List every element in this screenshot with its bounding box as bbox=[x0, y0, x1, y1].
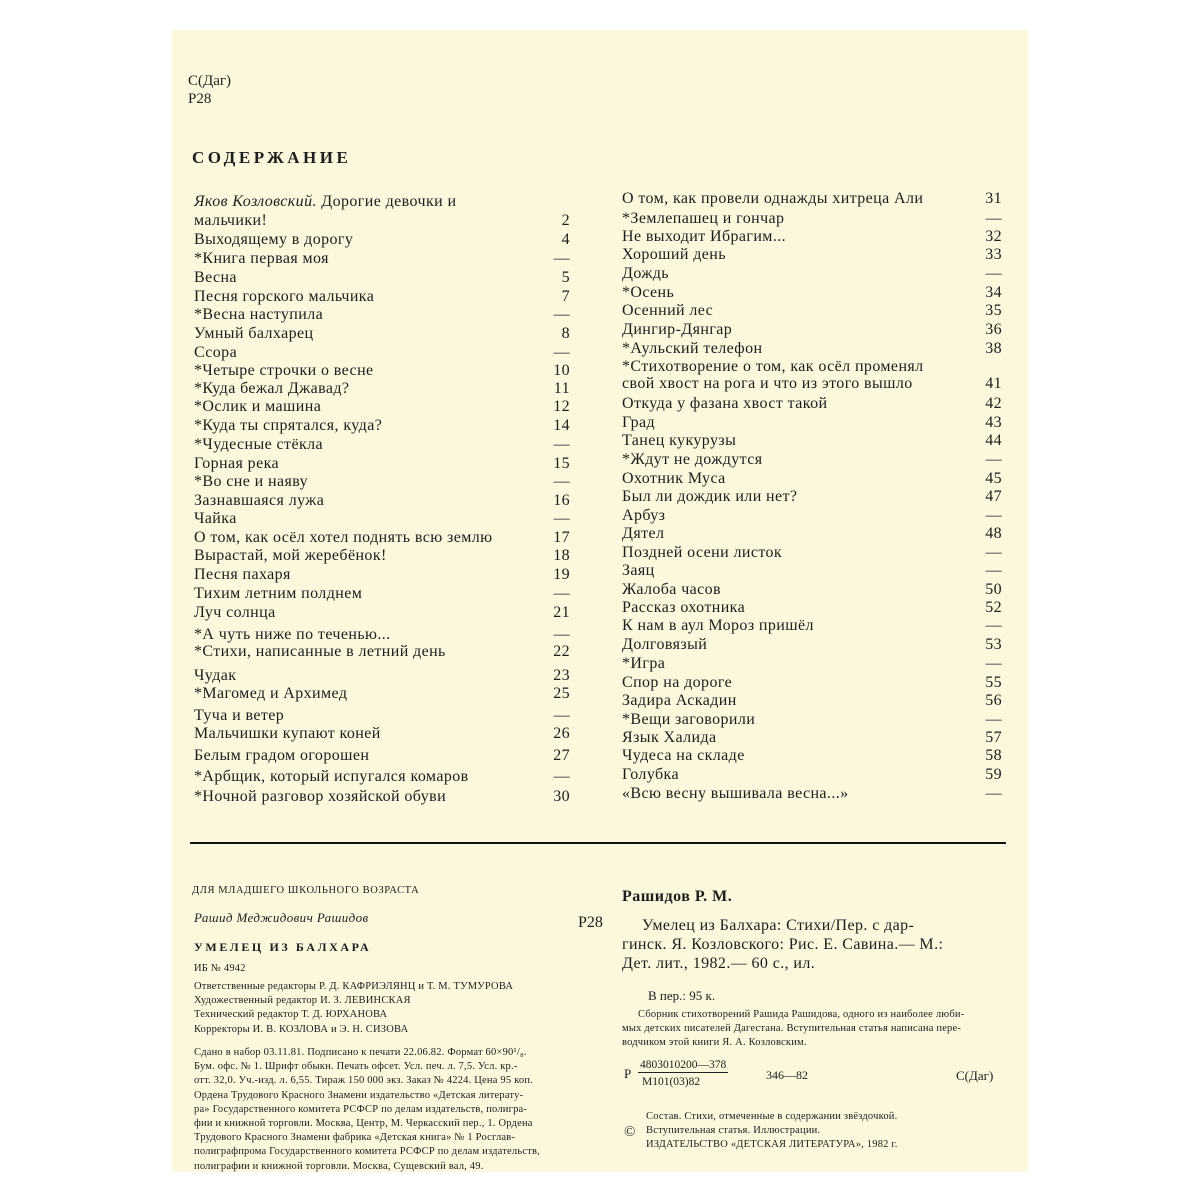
toc-entry bbox=[622, 636, 1002, 654]
print-line: ра» Государственного комитета РСФСР по делам издательств, полигра- bbox=[194, 1103, 528, 1115]
print-line: фии и книжной торговли. Москва, Центр, М. Черкасский пер., 1. Ордена bbox=[194, 1118, 533, 1130]
toc-entry-page: 43 bbox=[985, 414, 1002, 431]
bib-author: Рашидов Р. М. bbox=[622, 888, 733, 905]
toc-entry-title: *Стихотворение о том, как осёл променял bbox=[622, 358, 924, 375]
print-line: полиграфии и книжной торговли. Москва, Сущевский вал, 49. bbox=[194, 1160, 484, 1172]
toc-entry-title: Хороший день bbox=[622, 246, 726, 263]
toc-entry bbox=[622, 321, 1002, 339]
toc-entry-page: 27 bbox=[553, 747, 570, 764]
toc-entry bbox=[622, 581, 1002, 599]
toc-entry bbox=[622, 544, 1002, 562]
print-info bbox=[194, 1046, 540, 1174]
bib-line: Дет. лит., 1982.— 60 с., ил. bbox=[622, 955, 816, 972]
toc-entry bbox=[194, 529, 570, 547]
toc-entry-page: — bbox=[985, 507, 1002, 524]
age-group: ДЛЯ МЛАДШЕГО ШКОЛЬНОГО ВОЗРАСТА bbox=[192, 885, 420, 896]
code-fraction bbox=[638, 1058, 728, 1089]
toc-entry bbox=[622, 711, 1002, 729]
toc-entry-title: Град bbox=[622, 414, 656, 431]
toc-entry-title: *Землепашец и гончар bbox=[622, 210, 785, 227]
toc-entry bbox=[194, 747, 570, 765]
toc-entry-title: *Чудесные стёкла bbox=[194, 436, 324, 453]
toc-entry bbox=[622, 451, 1002, 469]
toc-entry-page: — bbox=[553, 510, 570, 527]
toc-entry-page: 57 bbox=[985, 729, 1002, 746]
toc-entry-page: — bbox=[553, 768, 570, 785]
toc-entry-title: *Осень bbox=[622, 284, 675, 301]
toc-entry-page: 45 bbox=[985, 470, 1002, 487]
toc-entry-title: *Куда ты спрятался, куда? bbox=[194, 417, 383, 434]
toc-entry-title: *Стихи, написанные в летний день bbox=[194, 643, 446, 660]
toc-entry-title: Заяц bbox=[622, 562, 655, 579]
bib-description bbox=[642, 916, 914, 935]
print-line: Бум. офс. № 1. Шрифт обыкн. Печать офсет. Усл. печ. л. 7,5. Усл. кр.- bbox=[194, 1061, 518, 1073]
toc-entry bbox=[194, 193, 456, 211]
copyright-icon: © bbox=[624, 1124, 636, 1140]
toc-entry-page: 48 bbox=[985, 525, 1002, 542]
editors bbox=[194, 980, 513, 1037]
toc-entry-page: 42 bbox=[985, 395, 1002, 412]
bib-line: гинск. Я. Козловского: Рис. Е. Савина.— М.: bbox=[622, 936, 944, 953]
toc-entry bbox=[194, 380, 570, 398]
toc-entry bbox=[622, 525, 1002, 543]
toc-entry-page: 23 bbox=[553, 667, 570, 684]
toc-entry-title: Чудеса на складе bbox=[622, 747, 745, 764]
toc-entry bbox=[194, 685, 570, 703]
toc-entry-title: *Весна наступила bbox=[194, 306, 324, 323]
contents-title: СОДЕРЖАНИЕ bbox=[192, 148, 352, 167]
toc-entry-page: 47 bbox=[985, 488, 1002, 505]
toc-entry-title: *Книга первая моя bbox=[194, 250, 329, 267]
divider bbox=[190, 842, 1006, 844]
toc-entry-title: *Магомед и Архимед bbox=[194, 685, 348, 702]
toc-entry bbox=[194, 547, 570, 565]
toc-entry-page: 7 bbox=[561, 288, 570, 305]
toc-entry bbox=[194, 626, 570, 644]
toc-entry-page: 41 bbox=[985, 375, 1002, 392]
toc-entry-page: 50 bbox=[985, 581, 1002, 598]
bib-description-cont bbox=[622, 935, 943, 973]
toc-entry-title: Чудак bbox=[194, 667, 237, 684]
toc-entry-page: — bbox=[553, 707, 570, 724]
toc-entry-title: *Ослик и машина bbox=[194, 398, 322, 415]
toc-entry bbox=[194, 725, 570, 743]
toc-entry-title: Весна bbox=[194, 269, 237, 286]
toc-entry bbox=[622, 674, 1002, 692]
toc-entry-page: — bbox=[553, 626, 570, 643]
code-suffix: 346—82 bbox=[766, 1068, 808, 1082]
toc-entry bbox=[194, 398, 570, 416]
editor-line: Художественный редактор И. З. ЛЕВИНСКАЯ bbox=[194, 995, 411, 1007]
toc-entry bbox=[194, 306, 570, 324]
toc-entry bbox=[622, 562, 1002, 580]
toc-entry-title: *Во сне и наяву bbox=[194, 473, 309, 490]
toc-entry-page: 2 bbox=[561, 212, 570, 229]
toc-entry-title: *Вещи заговорили bbox=[622, 711, 756, 728]
toc-entry bbox=[622, 617, 1002, 635]
toc-entry bbox=[194, 288, 570, 306]
toc-entry-page: 11 bbox=[553, 380, 570, 397]
toc-entry bbox=[622, 395, 1002, 413]
toc-entry bbox=[194, 585, 570, 603]
code-denominator: М101(03)82 bbox=[642, 1076, 701, 1088]
toc-entry bbox=[622, 470, 1002, 488]
toc-entry-title: Вырастай, мой жеребёнок! bbox=[194, 547, 387, 564]
toc-entry-title: К нам в аул Мороз пришёл bbox=[622, 617, 814, 634]
toc-entry-title: Песня горского мальчика bbox=[194, 288, 375, 305]
toc-entry-title: Откуда у фазана хвост такой bbox=[622, 395, 828, 412]
toc-entry-title: *А чуть ниже по теченью... bbox=[194, 626, 391, 643]
toc-entry-page: — bbox=[553, 306, 570, 323]
toc-entry bbox=[194, 707, 570, 725]
toc-entry-page: — bbox=[985, 655, 1002, 672]
toc-entry-title: свой хвост на рога и что из этого вышло bbox=[622, 375, 913, 392]
toc-entry-title: мальчики! bbox=[194, 212, 268, 229]
toc-entry-title: Арбуз bbox=[622, 507, 666, 524]
toc-entry-title: Белым градом огорошен bbox=[194, 747, 370, 764]
toc-entry bbox=[622, 432, 1002, 450]
toc-entry bbox=[194, 492, 570, 510]
toc-entry-title: Голубка bbox=[622, 766, 679, 783]
toc-entry-page: 17 bbox=[553, 529, 570, 546]
toc-entry-page: — bbox=[985, 451, 1002, 468]
toc-entry-author: Яков Козловский. bbox=[194, 193, 317, 210]
toc-entry bbox=[622, 228, 1002, 246]
toc-entry-page: 58 bbox=[985, 747, 1002, 764]
code-numerator: 4803010200—378 bbox=[640, 1059, 727, 1071]
note-line: Состав. Стихи, отмеченные в содержании звёздочкой. bbox=[646, 1111, 898, 1122]
toc-entry-title: Выходящему в дорогу bbox=[194, 231, 354, 248]
toc-entry-title: «Всю весну вышивала весна...» bbox=[622, 785, 849, 802]
toc-entry-title: Жалоба часов bbox=[622, 581, 722, 598]
toc-entry bbox=[622, 488, 1002, 506]
toc-entry-title: *Аульский телефон bbox=[622, 340, 763, 357]
toc-entry-page: — bbox=[553, 344, 570, 361]
toc-entry bbox=[194, 667, 570, 685]
toc-entry-page: — bbox=[985, 562, 1002, 579]
editor-line: Технический редактор Т. Д. ЮРХАНОВА bbox=[194, 1009, 388, 1021]
contents-notes bbox=[646, 1110, 898, 1153]
toc-entry-title: Спор на дороге bbox=[622, 674, 733, 691]
toc-entry-title: Туча и ветер bbox=[194, 707, 285, 724]
toc-entry bbox=[194, 325, 570, 343]
toc-entry-title: *Арбщик, который испугался комаров bbox=[194, 768, 469, 785]
toc-entry bbox=[622, 766, 1002, 784]
print-line: Сдано в набор 03.11.81. Подписано к печати 22.06.82. Формат 60×90¹/₈. bbox=[194, 1047, 527, 1058]
toc-entry-title: Зазнавшаяся лужа bbox=[194, 492, 325, 509]
print-line: полиграфпрома Государственного комитета РСФСР по делам издательств, bbox=[194, 1146, 540, 1158]
toc-entry-page: 15 bbox=[553, 455, 570, 472]
toc-entry bbox=[622, 599, 1002, 617]
toc-entry-title: Поздней осени листок bbox=[622, 544, 783, 561]
toc-entry-title: *Игра bbox=[622, 655, 666, 672]
toc-entry-page: 52 bbox=[985, 599, 1002, 616]
toc-entry-page: 55 bbox=[985, 674, 1002, 691]
toc-entry-title: Танец кукурузы bbox=[622, 432, 737, 449]
book-code: Р28 bbox=[188, 91, 212, 107]
toc-entry-title: Умный балхарец bbox=[194, 325, 314, 342]
toc-entry bbox=[622, 655, 1002, 673]
toc-entry bbox=[622, 507, 1002, 525]
toc-entry-page: 30 bbox=[553, 788, 570, 805]
toc-entry-page: — bbox=[553, 585, 570, 602]
toc-entry-title: Дятел bbox=[622, 525, 665, 542]
toc-entry-page: 12 bbox=[553, 398, 570, 415]
toc-entry bbox=[622, 692, 1002, 710]
toc-entry-page: 31 bbox=[985, 190, 1002, 207]
toc-entry bbox=[622, 265, 1002, 283]
toc-entry bbox=[194, 566, 570, 584]
print-line: Трудового Красного Знамени фабрика «Детская книга» № 1 Росглав- bbox=[194, 1132, 516, 1144]
note-line: ИЗДАТЕЛЬСТВО «ДЕТСКАЯ ЛИТЕРАТУРА», 1982 г. bbox=[646, 1139, 898, 1151]
toc-entry-page: 25 bbox=[553, 685, 570, 702]
toc-entry bbox=[622, 302, 1002, 320]
annotation-line: Сборник стихотворений Рашида Рашидова, одного из наиболее люби- bbox=[638, 1009, 965, 1020]
toc-entry bbox=[622, 284, 1002, 302]
toc-entry-page: 16 bbox=[553, 492, 570, 509]
toc-entry-title: *Четыре строчки о весне bbox=[194, 362, 374, 379]
toc-entry-page: 26 bbox=[553, 725, 570, 742]
toc-entry-page: 8 bbox=[561, 325, 570, 342]
toc-entry-page: — bbox=[553, 436, 570, 453]
toc-entry-page: 59 bbox=[985, 766, 1002, 783]
toc-entry-title: Песня пахаря bbox=[194, 566, 291, 583]
toc-entry-page: — bbox=[985, 210, 1002, 227]
toc-entry bbox=[622, 414, 1002, 432]
toc-entry bbox=[194, 362, 570, 380]
toc-entry-title: Ссора bbox=[194, 344, 238, 361]
toc-entry bbox=[194, 788, 570, 806]
toc-entry bbox=[194, 212, 570, 230]
toc-entry bbox=[194, 455, 570, 473]
toc-entry-title: Луч солнца bbox=[194, 604, 276, 621]
toc-entry bbox=[194, 250, 570, 268]
bib-line: Умелец из Балхара: Стихи/Пер. с дар- bbox=[642, 917, 915, 934]
toc-entry-title: Осенний лес bbox=[622, 302, 714, 319]
print-line: отт. 32,0. Уч.-изд. л. 6,55. Тираж 150 000 экз. Заказ № 4224. Цена 95 коп. bbox=[194, 1075, 533, 1087]
toc-entry-title: Дождь bbox=[622, 265, 670, 282]
toc-entry bbox=[194, 604, 570, 622]
toc-entry bbox=[194, 231, 570, 249]
toc-entry bbox=[622, 190, 1002, 208]
toc-entry-page: — bbox=[985, 544, 1002, 561]
toc-entry-page: 22 bbox=[553, 643, 570, 660]
toc-entry-title: Язык Халида bbox=[622, 729, 717, 746]
toc-entry-title: Рассказ охотника bbox=[622, 599, 746, 616]
toc-entry-title: Был ли дождик или нет? bbox=[622, 488, 798, 505]
toc-entry-page: 44 bbox=[985, 432, 1002, 449]
classification-code: С(Даг) bbox=[188, 73, 232, 89]
toc-entry-title: Дорогие девочки и bbox=[316, 193, 457, 210]
code-prefix: Р bbox=[624, 1066, 632, 1081]
toc-entry-title: *Куда бежал Джавад? bbox=[194, 380, 350, 397]
toc-entry-page: — bbox=[985, 617, 1002, 634]
toc-entry-title: Дингир-Дянгар bbox=[622, 321, 733, 338]
toc-entry-page: 53 bbox=[985, 636, 1002, 653]
toc-entry-page: 10 bbox=[553, 362, 570, 379]
toc-entry-page: 4 bbox=[561, 231, 570, 248]
author-full-name: Рашид Меджидович Рашидов bbox=[194, 910, 369, 925]
toc-entry bbox=[622, 340, 1002, 358]
toc-entry-title: Охотник Муса bbox=[622, 470, 726, 487]
toc-entry bbox=[622, 246, 1002, 264]
toc-entry bbox=[622, 729, 1002, 747]
ib-number: ИБ № 4942 bbox=[194, 963, 246, 974]
toc-entry-title: Чайка bbox=[194, 510, 237, 527]
toc-entry bbox=[194, 344, 570, 362]
toc-entry bbox=[622, 358, 924, 376]
toc-entry-title: Не выходит Ибрагим... bbox=[622, 228, 787, 245]
toc-entry-title: *Ночной разговор хозяйской обуви bbox=[194, 788, 447, 805]
code-right: С(Даг) bbox=[956, 1068, 994, 1083]
toc-entry-page: — bbox=[553, 250, 570, 267]
toc-entry-page: — bbox=[985, 711, 1002, 728]
toc-entry bbox=[622, 375, 1002, 393]
toc-entry-title: О том, как провели однажды хитреца Али bbox=[622, 190, 924, 207]
toc-entry-page: 34 bbox=[985, 284, 1002, 301]
toc-entry-page: 38 bbox=[985, 340, 1002, 357]
toc-entry bbox=[622, 747, 1002, 765]
toc-entry-page: 5 bbox=[561, 269, 570, 286]
toc-entry bbox=[194, 643, 570, 661]
toc-entry bbox=[194, 417, 570, 435]
toc-entry-title: Горная река bbox=[194, 455, 280, 472]
toc-entry-title: Долговязый bbox=[622, 636, 708, 653]
annotation-line: мых детских писателей Дагестана. Вступительная статья написана пере- bbox=[622, 1023, 962, 1035]
toc-entry bbox=[194, 510, 570, 528]
toc-entry-page: — bbox=[985, 265, 1002, 282]
toc-entry-title: Задира Аскадин bbox=[622, 692, 737, 709]
annotation bbox=[622, 1008, 964, 1051]
toc-entry bbox=[194, 473, 570, 491]
toc-entry-page: — bbox=[985, 785, 1002, 802]
toc-entry-title: Тихим летним полднем bbox=[194, 585, 363, 602]
toc-entry-page: 18 bbox=[553, 547, 570, 564]
toc-entry-page: 14 bbox=[553, 417, 570, 434]
toc-entry bbox=[622, 210, 1002, 228]
toc-entry-page: — bbox=[553, 473, 570, 490]
editor-line: Ответственные редакторы Р. Д. КАФРИЭЛЯНЦ и Т. М. ТУМУРОВА bbox=[194, 981, 514, 992]
toc-entry-page: 56 bbox=[985, 692, 1002, 709]
toc-entry bbox=[194, 269, 570, 287]
book-title: УМЕЛЕЦ ИЗ БАЛХАРА bbox=[194, 940, 372, 954]
toc-entry-title: *Ждут не дождутся bbox=[622, 451, 763, 468]
toc-entry-page: 33 bbox=[985, 246, 1002, 263]
book-code-right: Р28 bbox=[578, 914, 603, 931]
price: В пер.: 95 к. bbox=[648, 988, 716, 1003]
toc-entry-page: 32 bbox=[985, 228, 1002, 245]
toc-entry-title: Мальчишки купают коней bbox=[194, 725, 381, 742]
toc-entry-page: 19 bbox=[553, 566, 570, 583]
toc-entry-page: 21 bbox=[553, 604, 570, 621]
editor-line: Корректоры И. В. КОЗЛОВА и Э. Н. СИЗОВА bbox=[194, 1023, 409, 1035]
toc-entry bbox=[194, 436, 570, 454]
toc-entry bbox=[622, 785, 1002, 803]
toc-entry-page: 35 bbox=[985, 302, 1002, 319]
annotation-line: водчиком этой книги Я. А. Козловским. bbox=[622, 1037, 807, 1049]
toc-entry-page: 36 bbox=[985, 321, 1002, 338]
note-line: Вступительная статья. Иллюстрации. bbox=[646, 1125, 821, 1137]
toc-entry bbox=[194, 768, 570, 786]
print-line: Ордена Трудового Красного Знамени издательство «Детская литерату- bbox=[194, 1089, 524, 1101]
toc-entry-title: О том, как осёл хотел поднять всю землю bbox=[194, 529, 493, 546]
